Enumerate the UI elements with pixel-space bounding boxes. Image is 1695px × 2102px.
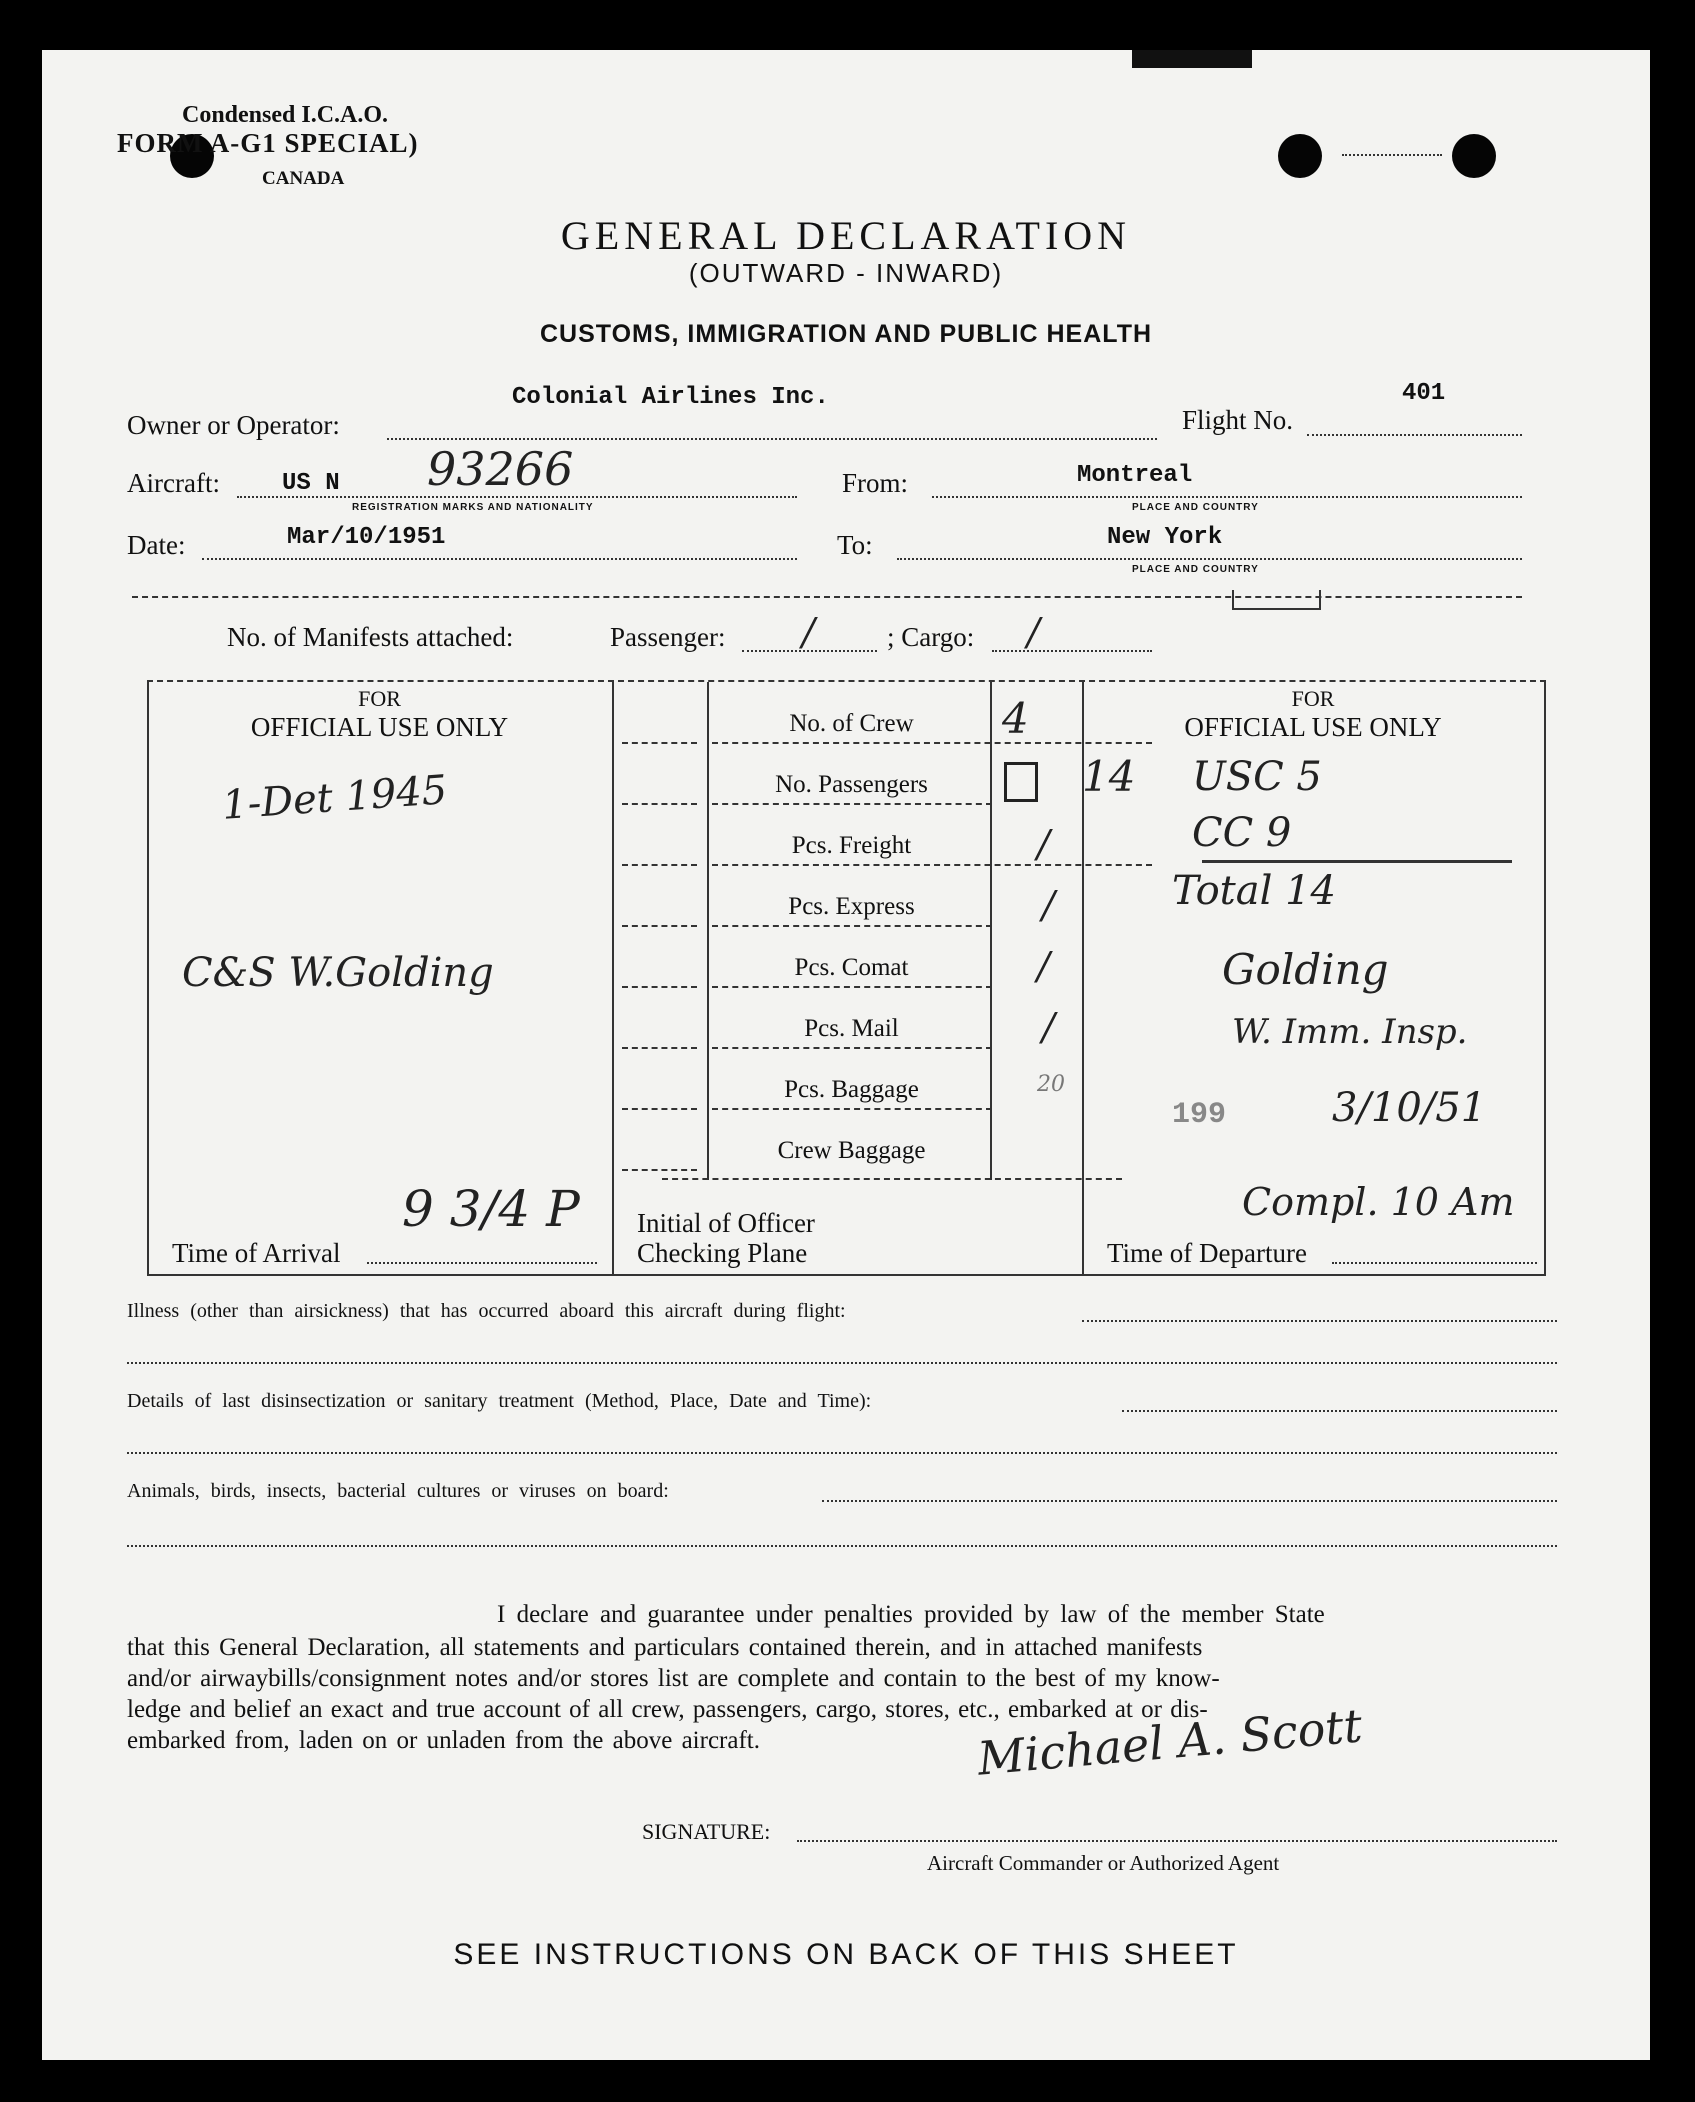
punch-hole-right-1 (1278, 134, 1322, 178)
right-note-5: W. Imm. Insp. (1232, 1012, 1468, 1052)
to-line (897, 558, 1522, 560)
declaration-line-1: I declare and guarantee under penalties provided by law of the member State (497, 1601, 1325, 1628)
struck-box (1004, 762, 1038, 802)
aircraft-value-typed: US N (282, 470, 340, 497)
form-line-2: FORM A-G1 SPECIAL) (117, 128, 419, 158)
arrival-label: Time of Arrival (172, 1238, 341, 1268)
owner-value: Colonial Airlines Inc. (512, 384, 829, 411)
right-note-1: USC 5 (1192, 754, 1322, 800)
illness-line-1 (1082, 1320, 1557, 1322)
row-value-baggage: 20 (1037, 1072, 1065, 1097)
document-page (42, 50, 1650, 2060)
form-line-1: Condensed I.C.A.O. (182, 102, 389, 128)
flight-value: 401 (1402, 380, 1446, 407)
arrival-line (367, 1262, 597, 1264)
underline-mark (1202, 860, 1512, 863)
right-note-4: Golding (1222, 945, 1389, 994)
from-caption: PLACE AND COUNTRY (1132, 502, 1259, 513)
row-label-express: Pcs. Express (788, 893, 915, 920)
row-label-crew-baggage: Crew Baggage (777, 1137, 926, 1164)
cargo-line (992, 650, 1152, 652)
animals-line-2 (127, 1545, 1557, 1547)
initial-label-1: Initial of Officer (637, 1208, 815, 1238)
right-header-official: OFFICIAL USE ONLY (1184, 712, 1442, 742)
left-note-2: C&S W.Golding (182, 950, 494, 996)
row-value-passengers: 14 (1082, 752, 1136, 801)
to-caption: PLACE AND COUNTRY (1132, 564, 1259, 575)
declaration-line-2: that this General Declaration, all statements and particulars contained therein, and in attached manifests (127, 1634, 1203, 1661)
left-header-official: OFFICIAL USE ONLY (250, 712, 509, 742)
initial-label-2: Checking Plane (637, 1238, 808, 1268)
left-note-1: 1-Det 1945 (220, 767, 449, 829)
illness-question: Illness (other than airsickness) that has occurred aboard this aircraft during flight: (127, 1300, 846, 1322)
from-line (932, 496, 1522, 498)
row-label-baggage: Pcs. Baggage (784, 1076, 919, 1103)
right-note-6: Compl. 10 Am (1242, 1180, 1515, 1224)
row-label-mail: Pcs. Mail (804, 1015, 899, 1042)
arrival-value: 9 3/4 P (402, 1180, 580, 1238)
section-title: CUSTOMS, IMMIGRATION AND PUBLIC HEALTH (539, 320, 1153, 348)
right-note-3: Total 14 (1172, 868, 1336, 914)
passenger-value: / (802, 610, 815, 654)
departure-line (1332, 1262, 1537, 1264)
from-value: Montreal (1077, 462, 1193, 489)
declaration-line-4: ledge and belief an exact and true account of all crew, passengers, cargo, stores, etc., embarked at or dis- (127, 1696, 1208, 1723)
table-divider-1 (612, 682, 614, 1274)
bracket-mark (1232, 590, 1321, 610)
signature-ink: Michael A. Scott (975, 1698, 1365, 1786)
right-stamp: 199 (1172, 1098, 1227, 1132)
row-label-passengers: No. Passengers (775, 771, 928, 798)
punch-hole-right-2 (1452, 134, 1496, 178)
cargo-label: ; Cargo: (887, 622, 975, 652)
animals-question: Animals, birds, insects, bacterial cultures or viruses on board: (127, 1480, 669, 1502)
declaration-line-3: and/or airwaybills/consignment notes and/or stores list are complete and contain to the best of my know- (127, 1665, 1220, 1692)
date-line (202, 558, 797, 560)
date-label: Date: (127, 530, 186, 560)
disinsect-line-2 (127, 1452, 1557, 1454)
illness-line-2 (127, 1362, 1557, 1364)
to-label: To: (837, 530, 873, 560)
aircraft-label: Aircraft: (127, 468, 220, 498)
footer-instructions: SEE INSTRUCTIONS ON BACK OF THIS SHEET (453, 1938, 1239, 1971)
flight-line (1307, 434, 1522, 436)
row-value-express: / (1042, 883, 1055, 927)
owner-line (387, 438, 1157, 440)
disinsect-line-1 (1122, 1410, 1557, 1412)
to-value: New York (1107, 524, 1223, 551)
aircraft-value-handwritten: 93266 (427, 442, 574, 496)
page-subtitle: (OUTWARD - INWARD) (688, 258, 1004, 288)
top-ink-mark (1132, 50, 1252, 68)
signature-line (797, 1840, 1557, 1842)
form-line-3: CANADA (262, 168, 345, 189)
date-value: Mar/10/1951 (287, 524, 446, 551)
row-label-comat: Pcs. Comat (794, 954, 909, 981)
right-note-2: CC 9 (1192, 810, 1292, 856)
manifests-label: No. of Manifests attached: (227, 622, 514, 652)
table-divider-3 (990, 682, 992, 1180)
passenger-label: Passenger: (610, 622, 726, 652)
declaration-line-5: embarked from, laden on or unladen from the above aircraft. (127, 1727, 760, 1754)
row-value-freight: / (1037, 822, 1050, 866)
animals-line-1 (822, 1500, 1557, 1502)
row-label-freight: Pcs. Freight (791, 832, 912, 859)
owner-label: Owner or Operator: (127, 410, 340, 440)
row-value-crew: 4 (1002, 694, 1029, 743)
departure-label: Time of Departure (1107, 1238, 1307, 1268)
table-divider-2 (707, 682, 709, 1180)
signature-caption: Aircraft Commander or Authorized Agent (927, 1851, 1280, 1875)
right-date: 3/10/51 (1332, 1085, 1487, 1131)
left-header-for: FOR (358, 686, 401, 711)
aircraft-caption: REGISTRATION MARKS AND NATIONALITY (352, 502, 594, 513)
row-value-mail: / (1042, 1005, 1055, 1049)
signature-label: SIGNATURE: (642, 1819, 771, 1844)
row-value-comat: / (1037, 944, 1050, 988)
right-header-for: FOR (1291, 686, 1335, 711)
row-label-crew: No. of Crew (789, 710, 914, 737)
disinsect-question: Details of last disinsectization or sanitary treatment (Method, Place, Date and Time): (127, 1390, 872, 1412)
cargo-value: / (1027, 610, 1040, 654)
from-label: From: (842, 468, 909, 498)
flight-label: Flight No. (1182, 405, 1294, 435)
page-title: GENERAL DECLARATION (560, 213, 1132, 258)
top-dotted-rule (1342, 154, 1442, 156)
